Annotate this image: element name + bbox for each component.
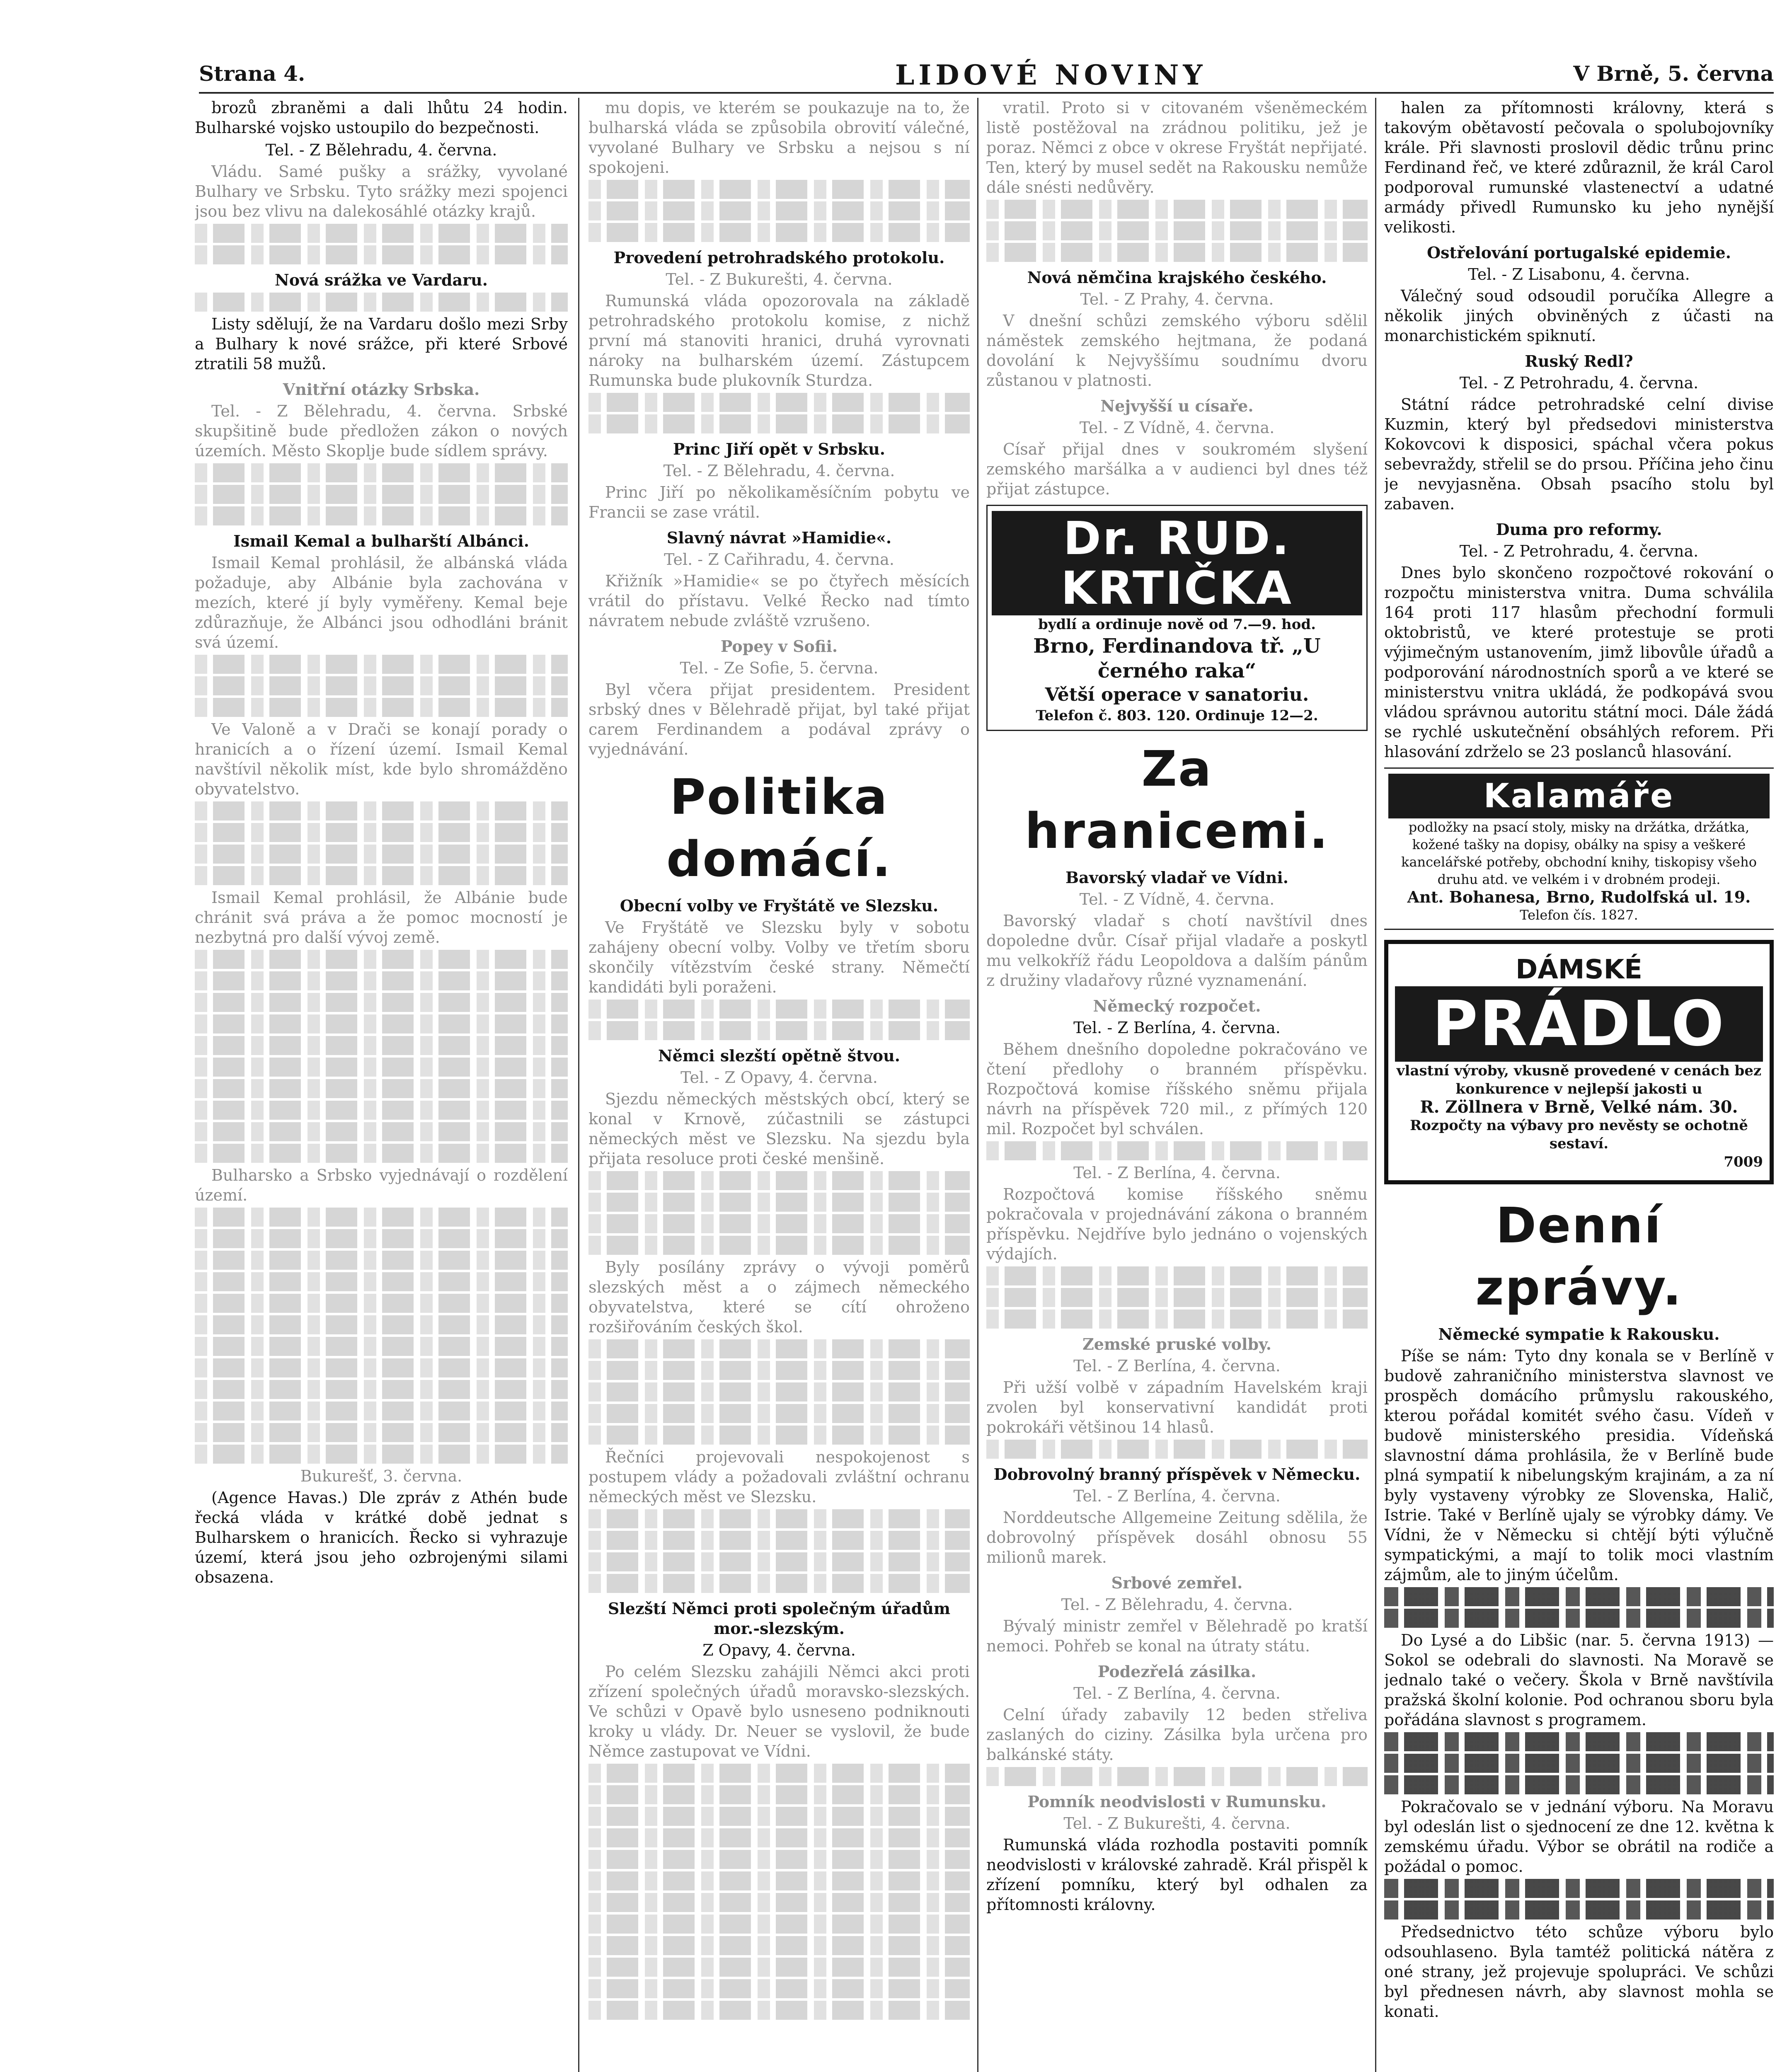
faded-text-block xyxy=(588,393,970,412)
faded-text-block xyxy=(986,200,1368,219)
article-text: Rozpočtová komise říšského sněmu pokračovala v projednávání zákona o branném příspěvku. Nejdříve bylo jednáno o vojenských výdajích. xyxy=(986,1185,1368,1263)
faded-text-block xyxy=(195,245,568,264)
article-heading: Slavný návrat »Hamidie«. xyxy=(666,528,892,547)
dateline: Tel. - Z Berlína, 4. června. xyxy=(1073,1164,1281,1182)
dateline: Tel. - Z Bělehradu, 4. června. xyxy=(663,462,895,480)
newspaper-title: LIDOVÉ NOVINY xyxy=(895,59,1207,91)
faded-text-block xyxy=(195,1445,568,1464)
article-text: Bavorský vladař s chotí navštívil dnes dopoledne dvůr. Císař přijal vladaře a poskytl mu velkokříž řádu Leopoldova a dalším pánům z družiny vladařovy různé vyznamenání. xyxy=(986,912,1368,990)
dateline: Tel. - Z Berlína, 4. června. xyxy=(1073,1357,1281,1375)
faded-text-block xyxy=(588,1214,970,1233)
faded-text-block xyxy=(986,243,1368,262)
page-number: Strana 4. xyxy=(199,61,305,86)
stationery-advertisement xyxy=(1384,767,1774,930)
text-block xyxy=(1384,1609,1774,1628)
article-heading: Nová němčina krajského českého. xyxy=(1027,268,1327,287)
faded-text-block xyxy=(588,1785,970,1804)
article-heading: Princ Jiří opět v Srbsku. xyxy=(673,440,885,458)
article-text: Státní rádce petrohradské celní divise Kuzmin, který byl předsedovi ministerstva Kokovcovi k disposici, spáchal včera pokus sebevraždy, střelil se do prsou. Příčina jeho činu je nevyjasněna. Obsah psacího stolu byl zabaven. xyxy=(1384,395,1774,513)
faded-text-block xyxy=(195,971,568,990)
faded-text-block xyxy=(986,1440,1368,1459)
article-text: Do Lysé a do Libšic (nar. 5. června 1913) — Sokol se odebrali do slavnosti. Na Moravě se jednalo také o večery. Škola v Brně navštívila pražská školní kolonie. Pod ochranou sboru byla pořádána slavnost s programem. xyxy=(1384,1631,1774,1729)
article-heading: Popey v Sofii. xyxy=(720,637,838,656)
faded-text-block xyxy=(195,655,568,674)
ad-firm: R. Zöllnera v Brně, Velké nám. 30. xyxy=(1420,1097,1738,1117)
article-text: (Agence Havas.) Dle zpráv z Athén bude řecká vláda v krátké době jednat s Bulharskem o hranicích. Řecko si vyhrazuje území, která jsou jeho ozbrojenými silami obsazena. xyxy=(195,1489,568,1586)
faded-text-block xyxy=(986,1266,1368,1285)
faded-text-block xyxy=(195,1402,568,1421)
faded-text-block xyxy=(588,223,970,242)
section-heading: Denní zprávy. xyxy=(1475,1197,1683,1316)
article-heading: Srbové zemřel. xyxy=(1111,1573,1243,1592)
faded-text-block xyxy=(195,993,568,1012)
article-text: Císař přijal dnes v soukromém slyšení zemského maršálka a v audienci byl dnes též přijat zástupce. xyxy=(986,440,1368,498)
faded-text-block xyxy=(195,293,568,312)
article-text: vratil. Proto si v citovaném všeněmeckém listě postěžoval na zrádnou politiku, jež je poraz. Němci z obce v okrese Fryštát nepřijaté. Ten, který by musel sedět na Rakousku nemůže dále snésti nedůvěry. xyxy=(986,99,1368,196)
faded-text-block xyxy=(588,1509,970,1528)
article-heading: Pomník neodvislosti v Rumunsku. xyxy=(1027,1792,1327,1811)
article-text: Norddeutsche Allgemeine Zeitung sdělila, že dobrovolný příspěvek dosáhl obnosu 55 milionů marek. xyxy=(986,1508,1368,1566)
dateline: Tel. - Z Bukurešti, 4. června. xyxy=(1063,1814,1291,1832)
dateline: Tel. - Z Berlína, 4. června. xyxy=(1073,1684,1281,1702)
article-heading: Německý rozpočet. xyxy=(1093,997,1261,1015)
dateline: Tel. - Z Berlína, 4. června. xyxy=(1073,1487,1281,1505)
text-block xyxy=(1384,1879,1774,1898)
faded-text-block xyxy=(588,2001,970,2020)
text-block xyxy=(1384,1732,1774,1751)
faded-text-block xyxy=(195,1144,568,1163)
faded-text-block xyxy=(588,1531,970,1550)
faded-text-block xyxy=(195,463,568,482)
section-heading: Politika domácí. xyxy=(666,768,892,888)
article-text: brozů zbraněmi a dali lhůtu 24 hodin. Bulharské vojsko ustoupilo do bezpečnosti. xyxy=(195,99,568,137)
dateline: Tel. - Z Vídně, 4. června. xyxy=(1079,890,1275,908)
ad-doctor-name: Dr. RUD. KRTIČKA xyxy=(992,511,1362,615)
faded-text-block xyxy=(195,1122,568,1141)
faded-text-block xyxy=(195,1315,568,1334)
faded-text-block xyxy=(195,506,568,525)
faded-text-block xyxy=(588,1361,970,1380)
article-heading: Ismail Kemal a bulharští Albánci. xyxy=(233,532,529,550)
faded-text-block xyxy=(588,1871,970,1890)
column-divider xyxy=(578,98,579,2072)
dateline: Tel. - Z Petrohradu, 4. června. xyxy=(1459,542,1699,560)
article-text: Válečný soud odsoudil poručíka Allegre a několik jiných obviněných z účasti na monarchistickém spiknutí. xyxy=(1384,287,1774,345)
faded-text-block xyxy=(195,676,568,695)
ad-top-word: DÁMSKÉ xyxy=(1516,954,1642,985)
dateline: Tel. - Z Bělehradu, 4. června. xyxy=(1061,1595,1293,1614)
article-heading: Duma pro reformy. xyxy=(1496,520,1662,539)
faded-text-block xyxy=(195,1380,568,1399)
dateline: Tel. - Z Prahy, 4. června. xyxy=(1080,290,1274,308)
faded-text-block xyxy=(195,1079,568,1098)
faded-text-block xyxy=(588,1236,970,1255)
faded-text-block xyxy=(195,1208,568,1227)
article-text: Během dnešního dopoledne pokračováno ve čtení předlohy o branném příspěvku. Rozpočtová komise říšského sněmu přijala návrh na příspěvek 720 mil., z přímých 120 mil. Rozpočet byl schválen. xyxy=(986,1040,1368,1138)
dateline: Bukurešť, 3. června. xyxy=(300,1467,462,1485)
faded-text-block xyxy=(195,1058,568,1077)
faded-text-block xyxy=(588,414,970,433)
dateline: Tel. - Z Lisabonu, 4. června. xyxy=(1468,265,1690,283)
faded-text-block xyxy=(195,1251,568,1270)
ad-phone: Telefon čís. 1827. xyxy=(1520,907,1638,923)
article-heading: Zemské pruské volby. xyxy=(1082,1335,1271,1353)
faded-text-block xyxy=(195,950,568,969)
article-heading: Ruský Redl? xyxy=(1525,352,1633,370)
faded-text-block xyxy=(195,1014,568,1034)
article-heading: Provedení petrohradského protokolu. xyxy=(613,248,945,267)
column-divider xyxy=(1375,98,1376,2072)
faded-text-block xyxy=(588,1764,970,1783)
faded-text-block xyxy=(986,1767,1368,1786)
faded-text-block xyxy=(195,698,568,717)
article-text: Ismail Kemal prohlásil, že Albánie bude chránit svá práva a že pomoc mocností je nezbytná pro další vývoj země. xyxy=(195,888,568,946)
faded-text-block xyxy=(588,180,970,199)
column-divider xyxy=(977,98,978,2072)
faded-text-block xyxy=(588,1193,970,1212)
faded-text-block xyxy=(588,1850,970,1869)
faded-text-block xyxy=(195,1036,568,1055)
dateline: Tel. - Z Opavy, 4. června. xyxy=(680,1068,878,1087)
text-block xyxy=(1384,1754,1774,1773)
article-heading: Nová srážka ve Vardaru. xyxy=(274,271,488,289)
article-text: Byly posílány zprávy o vývoji poměrů slezských měst a o zájmech německého obyvatelstva, které se cítí ohroženo rozšiřováním českých škol. xyxy=(588,1258,970,1336)
text-block xyxy=(1384,1775,1774,1794)
article-heading: Němci slezští opětně štvou. xyxy=(658,1046,901,1065)
faded-text-block xyxy=(986,1288,1368,1307)
faded-text-block xyxy=(986,1310,1368,1329)
dateline: Tel. - Ze Sofie, 5. června. xyxy=(680,659,879,677)
article-text: Bulharsko a Srbsko vyjednávají o rozdělení území. xyxy=(195,1166,568,1204)
article-text: Ve Fryštátě ve Slezsku byly v sobotu zahájeny obecní volby. Volby ve třetím sboru skončily vítězstvím české strany. Němečtí kandidáti byli poraženi. xyxy=(588,918,970,996)
faded-text-block xyxy=(588,1807,970,1826)
faded-text-block xyxy=(195,845,568,864)
article-text: mu dopis, ve kterém se poukazuje na to, že bulharská vláda se způsobila obrovití válečné, vyvolané Bulhary ve Srbsku a nejsou s ní spokojeni. xyxy=(588,99,970,177)
faded-text-block xyxy=(588,1382,970,1402)
faded-text-block xyxy=(986,1141,1368,1160)
article-text: Řečníci projevovali nespokojenost s postupem vlády a požadovali zvláštní ochranu německých měst ve Slezsku. xyxy=(588,1448,970,1506)
article-text: V dnešní schůzi zemského výboru sdělil náměstek zemského hejtmana, že podaná dovolání k Nejvyššímu soudnímu dvoru zůstanou v platnosti. xyxy=(986,312,1368,390)
faded-text-block xyxy=(588,1915,970,1934)
article-heading: Nejvyšší u císaře. xyxy=(1100,397,1254,415)
faded-text-block xyxy=(195,801,568,821)
faded-text-block xyxy=(588,1936,970,1955)
ad-firm: Ant. Bohanesa, Brno, Rudolfská ul. 19. xyxy=(1407,888,1751,906)
text-block xyxy=(1384,1587,1774,1606)
dateline: Tel. - Z Cařihradu, 4. června. xyxy=(664,550,894,569)
article-text: Ve Valoně a v Drači se konají porady o hranicích a o řízení území. Ismail Kemal navštívil několik míst, kde bylo shromážděno obyvatelstvo. xyxy=(195,720,568,798)
faded-text-block xyxy=(588,201,970,220)
ad-address: Brno, Ferdinandova tř. „U černého raka“ xyxy=(1033,634,1321,683)
article-heading: Bavorský vladař ve Vídni. xyxy=(1065,868,1289,887)
article-text: Bývalý ministr zemřel v Bělehradě po kratší nemoci. Pohřeb se konal na útraty státu. xyxy=(986,1617,1368,1655)
article-text: Předsednictvo této schůze výboru bylo odsouhlaseno. Byla tamtéž politická nátěra z oné strany, jež projevuje spolupráci. Ve schůzi byl přednesen návrh, aby slavnost mohla se konati. xyxy=(1384,1923,1774,2021)
dateline: Tel. - Z Berlína, 4. června. xyxy=(1073,1019,1281,1037)
faded-text-block xyxy=(588,1552,970,1571)
faded-text-block xyxy=(195,1337,568,1356)
ad-headline: Kalamáře xyxy=(1388,774,1770,818)
issue-date: V Brně, 5. června xyxy=(1573,61,1774,86)
article-text: Po celém Slezsku zahájili Němci akci proti zřízení společných úřadů moravsko-slezských. Ve schůzi v Opavě bylo usneseno podniknouti kroky u vlády. Dr. Neuer se vyslovil, že bude Němce zastupovat ve Vídni. xyxy=(588,1663,970,1760)
section-heading: Za hranicemi. xyxy=(1024,740,1329,859)
column-3 xyxy=(986,98,1368,2072)
dateline: Tel. - Z Bělehradu, 4. června. xyxy=(265,141,497,159)
faded-text-block xyxy=(588,1574,970,1593)
faded-text-block xyxy=(588,1958,970,1977)
article-text: Princ Jiří po několikaměsíčním pobytu ve Francii se zase vrátil. xyxy=(588,483,970,521)
article-text: Rumunská vláda opozorovala na základě petrohradského protokolu komise, z nichž první má stanoviti hranici, druhá vyrovnati nároky na bulharském území. Zástupcem Rumunska bude plukovník Sturdza. xyxy=(588,292,970,390)
article-text: Píše se nám: Tyto dny konala se v Berlíně v budově zahraničního ministerstva slavnost ve prospěch domácího průmyslu rakouského, kterou pořádal komitét svého času. Vídeň v budově ministerského presidia. Vídeňská slavnostní dáma prohlásila, že v Berlíně bude plná sympatií k nibelungským krajinám, a za ní byly vystaveny výrobky ze Slovenska, Halič, Istrie. Také v Berlíně ujaly se výrobky dámy. Ve Vídni, že v Německu si chtějí býti výlučně sympatickými, a mají to tolik moci vlastním zájmům, ale to jiným účelům. xyxy=(1384,1347,1774,1584)
doctor-advertisement xyxy=(986,505,1368,731)
faded-text-block xyxy=(195,224,568,243)
article-heading: Dobrovolný branný příspěvek v Německu. xyxy=(993,1465,1361,1484)
column-4 xyxy=(1384,98,1774,2072)
faded-text-block xyxy=(588,1171,970,1190)
faded-text-block xyxy=(195,1101,568,1120)
faded-text-block xyxy=(588,1828,970,1847)
article-heading: Vnitřní otázky Srbska. xyxy=(283,380,480,399)
ad-phone: Telefon č. 803. 120. Ordinuje 12—2. xyxy=(1036,707,1318,724)
article-heading: Slezští Němci proti společným úřadům mor.-slezským. xyxy=(608,1599,951,1638)
faded-text-block xyxy=(986,221,1368,240)
article-text: Pokračovalo se v jednání výboru. Na Moravu byl odeslán list o sjednocení ze dne 12. května k zemskému úřadu. Výbor se obrátil na rodiče a požádal o pomoc. xyxy=(1384,1798,1774,1876)
faded-text-block xyxy=(195,1272,568,1291)
article-text: Celní úřady zabavily 12 beden střeliva zaslaných do ciziny. Zásilka byla určena pro balkánské státy. xyxy=(986,1706,1368,1764)
article-text: Při užší volbě v západním Havelském kraji zvolen byl konservativní kandidát proti pokrokáři většinou 14 hlasů. xyxy=(986,1378,1368,1436)
faded-text-block xyxy=(195,866,568,885)
faded-text-block xyxy=(195,1229,568,1248)
faded-text-block xyxy=(195,823,568,842)
article-text: Byl včera přijat presidentem. President srbský dnes v Bělehradě přijat, byl také přijat carem Ferdinandem a podával zprávy o vyjednávání. xyxy=(588,680,970,758)
faded-text-block xyxy=(588,1404,970,1423)
article-text: Ismail Kemal prohlásil, že albánská vláda požaduje, aby Albánie byla zachována v mezích, které jí byly vyměřeny. Kemal beje zdůrazňuje, že Albánci jsou odhodláni bránit svá území. xyxy=(195,554,568,651)
dateline: Tel. - Z Vídně, 4. června. xyxy=(1079,419,1275,437)
dateline: Tel. - Z Bukurešti, 4. června. xyxy=(666,270,893,288)
text-block xyxy=(1384,1900,1774,1920)
faded-text-block xyxy=(195,1294,568,1313)
article-text: Vládu. Samé pušky a srážky, vyvolané Bulhary ve Srbsku. Tyto srážky mezi spojenci jsou bez vlivu na dalekosáhlé otázky krajů. xyxy=(195,162,568,220)
article-heading: Ostřelování portugalské epidemie. xyxy=(1427,243,1731,262)
faded-text-block xyxy=(588,1021,970,1040)
ad-note: Větší operace v sanatoriu. xyxy=(1045,684,1309,705)
ad-number: 7009 xyxy=(1724,1154,1763,1170)
faded-text-block xyxy=(588,1426,970,1445)
faded-text-block xyxy=(588,1893,970,1912)
ad-text: vlastní výroby, vkusně provedené v cenách bez konkurence v nejlepší jakosti u xyxy=(1396,1063,1762,1097)
faded-text-block xyxy=(588,1979,970,1998)
article-heading: Německé sympatie k Rakousku. xyxy=(1438,1325,1720,1343)
article-text: Listy sdělují, že na Vardaru došlo mezi Srby a Bulhary k nové srážce, při které Srbové ztratili 58 mužů. xyxy=(195,315,568,373)
faded-text-block xyxy=(588,1339,970,1358)
article-text: Sjezdu německých městských obcí, který se konal v Krnově, zúčastnili se zástupci německých měst ve Slezsku. Na sjezdu byla přijata resoluce proti české menšině. xyxy=(588,1090,970,1168)
article-text: Dnes bylo skončeno rozpočtové rokování o rozpočtu ministerstva vnitra. Duma schválila 164 proti 117 hlasům přechodní formuli oktobristů, ve které protestuje se proti výjimečným ustanovením, jimž libovůle úřadů a podporování národnostních sporů a ve které se ministerstvu vnitra ukládá, že podkopává svou vládou správnou autoritu státní moci. Dále žádá se rychlé uskutečnění obsáhlých reforem. Při hlasování zdrželo se 23 poslanců hlasování. xyxy=(1384,564,1774,761)
dateline: Z Opavy, 4. června. xyxy=(702,1641,856,1659)
column-2 xyxy=(588,98,970,2072)
faded-text-block xyxy=(195,1423,568,1442)
faded-text-block xyxy=(195,1358,568,1377)
article-heading: Obecní volby ve Fryštátě ve Slezsku. xyxy=(620,896,939,915)
article-text: Křižník »Hamidie« se po čtyřech měsících vrátil do přístavu. Velké Řecko nad tímto návratem nebude zvláště vzrušeno. xyxy=(588,572,970,630)
article-text: halen za přítomnosti královny, která s takovým obětavostí pečovala o spolubojovníky krále. Při slavnosti proslovil dědic trůnu princ Ferdinand řeč, ve které zdůraznil, že král Carol podporoval rumunské vlastenectví a udatné armády přivedl Rumunsko ku jeho nynější velikosti. xyxy=(1384,99,1774,236)
ad-office-hours: bydlí a ordinuje nově od 7.—9. hod. xyxy=(1038,616,1316,633)
ad-extra: Rozpočty na výbavy pro nevěsty se ochotně sestaví. xyxy=(1410,1117,1748,1152)
dateline: Tel. - Z Petrohradu, 4. června. xyxy=(1459,374,1699,392)
article-heading: Podezřelá zásilka. xyxy=(1097,1662,1257,1681)
article-text: Tel. - Z Bělehradu, 4. června. Srbské skupšitině bude předložen zákon o nových územích. Město Skoplje bude sídlem správy. xyxy=(195,402,568,460)
faded-text-block xyxy=(588,1000,970,1019)
ad-headline: PRÁDLO xyxy=(1395,986,1763,1062)
header-rule xyxy=(199,92,1774,94)
ad-text: podložky na psací stoly, misky na držátka, držátka, kožené tašky na dopisy, obálky na spisy a veškeré kancelářské potřeby, obchodní knihy, tiskopisy všeho druhu atd. ve velkém i v drobném prodeji. xyxy=(1401,819,1757,887)
article-text: Rumunská vláda rozhodla postaviti pomník neodvislosti v královské zahradě. Král přispěl k zřízení pomníku, který byl odhalen za přítomnosti královny. xyxy=(986,1836,1368,1914)
column-1 xyxy=(195,98,568,2072)
lingerie-advertisement xyxy=(1384,940,1774,1184)
faded-text-block xyxy=(195,485,568,504)
